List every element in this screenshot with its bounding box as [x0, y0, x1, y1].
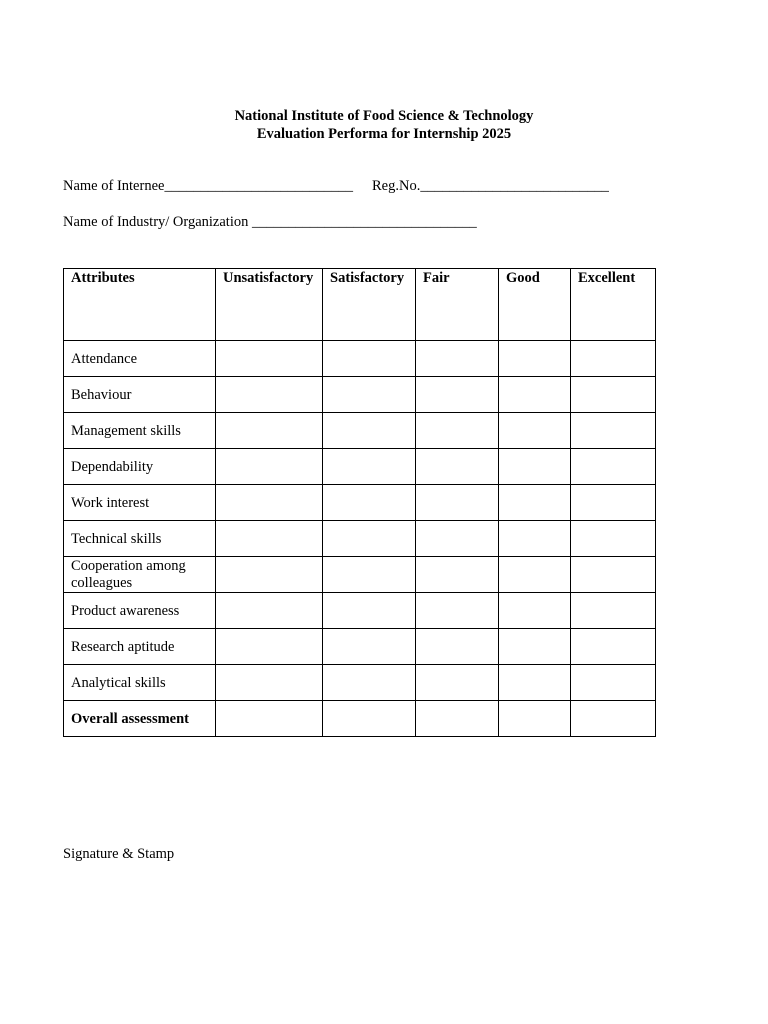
rating-cell[interactable] — [571, 665, 656, 701]
rating-cell[interactable] — [323, 341, 416, 377]
rating-cell[interactable] — [499, 521, 571, 557]
rating-cell[interactable] — [499, 485, 571, 521]
attribute-technical-skills: Technical skills — [64, 521, 216, 557]
signature-stamp-label: Signature & Stamp — [63, 846, 175, 862]
rating-cell[interactable] — [499, 629, 571, 665]
rating-cell[interactable] — [216, 593, 323, 629]
table-row — [64, 377, 656, 413]
rating-cell[interactable] — [571, 485, 656, 521]
rating-cell[interactable] — [571, 377, 656, 413]
table-row — [64, 557, 656, 593]
table-row — [64, 665, 656, 701]
rating-cell[interactable] — [571, 521, 656, 557]
rating-cell[interactable] — [499, 413, 571, 449]
table-row — [64, 629, 656, 665]
rating-cell[interactable] — [216, 665, 323, 701]
rating-cell[interactable] — [323, 665, 416, 701]
rating-cell[interactable] — [216, 629, 323, 665]
form-title: Evaluation Performa for Internship 2025 — [256, 126, 512, 142]
table-row — [64, 485, 656, 521]
rating-cell[interactable] — [216, 485, 323, 521]
rating-cell[interactable] — [416, 521, 499, 557]
rating-cell[interactable] — [571, 341, 656, 377]
attribute-research-aptitude: Research aptitude — [64, 629, 216, 665]
rating-cell[interactable] — [499, 665, 571, 701]
rating-cell[interactable] — [216, 377, 323, 413]
table-row — [64, 449, 656, 485]
attribute-work-interest: Work interest — [64, 485, 216, 521]
rating-cell[interactable] — [216, 341, 323, 377]
rating-cell[interactable] — [416, 701, 499, 737]
header-unsatisfactory: Unsatisfactory — [216, 269, 323, 341]
table-row — [64, 521, 656, 557]
rating-cell[interactable] — [416, 629, 499, 665]
rating-cell[interactable] — [499, 557, 571, 593]
header-attributes: Attributes — [64, 269, 216, 341]
rating-cell[interactable] — [216, 521, 323, 557]
attribute-dependability: Dependability — [64, 449, 216, 485]
attribute-product-awareness: Product awareness — [64, 593, 216, 629]
attribute-analytical-skills: Analytical skills — [64, 665, 216, 701]
rating-cell[interactable] — [571, 629, 656, 665]
table-row — [64, 341, 656, 377]
attribute-cooperation: Cooperation among colleagues — [64, 557, 216, 593]
attribute-attendance: Attendance — [64, 341, 216, 377]
rating-cell[interactable] — [416, 593, 499, 629]
rating-cell[interactable] — [571, 701, 656, 737]
rating-cell[interactable] — [323, 521, 416, 557]
rating-cell[interactable] — [499, 341, 571, 377]
evaluation-table — [63, 268, 656, 737]
rating-cell[interactable] — [323, 593, 416, 629]
rating-cell[interactable] — [571, 449, 656, 485]
rating-cell[interactable] — [499, 377, 571, 413]
rating-cell[interactable] — [416, 449, 499, 485]
attribute-management-skills: Management skills — [64, 413, 216, 449]
attribute-overall-assessment: Overall assessment — [64, 701, 216, 737]
rating-cell[interactable] — [499, 593, 571, 629]
institute-title: National Institute of Food Science & Technology — [234, 108, 534, 124]
table-row — [64, 593, 656, 629]
industry-organization-field[interactable]: Name of Industry/ Organization _______________________________ — [63, 214, 477, 230]
table-row — [64, 701, 656, 737]
rating-cell[interactable] — [416, 341, 499, 377]
rating-cell[interactable] — [571, 557, 656, 593]
rating-cell[interactable] — [323, 485, 416, 521]
rating-cell[interactable] — [416, 665, 499, 701]
rating-cell[interactable] — [216, 701, 323, 737]
internee-name-field[interactable]: Name of Internee__________________________ — [63, 178, 353, 194]
rating-cell[interactable] — [499, 701, 571, 737]
rating-cell[interactable] — [323, 449, 416, 485]
rating-cell[interactable] — [416, 377, 499, 413]
header-good: Good — [499, 269, 571, 341]
rating-cell[interactable] — [323, 629, 416, 665]
attribute-behaviour: Behaviour — [64, 377, 216, 413]
rating-cell[interactable] — [323, 701, 416, 737]
rating-cell[interactable] — [416, 485, 499, 521]
header-satisfactory: Satisfactory — [323, 269, 416, 341]
reg-no-field[interactable]: Reg.No.__________________________ — [372, 178, 609, 194]
rating-cell[interactable] — [571, 413, 656, 449]
rating-cell[interactable] — [416, 413, 499, 449]
rating-cell[interactable] — [416, 557, 499, 593]
rating-cell[interactable] — [323, 413, 416, 449]
rating-cell[interactable] — [216, 557, 323, 593]
header-fair: Fair — [416, 269, 499, 341]
rating-cell[interactable] — [499, 449, 571, 485]
rating-cell[interactable] — [323, 377, 416, 413]
header-excellent: Excellent — [571, 269, 656, 341]
rating-cell[interactable] — [216, 413, 323, 449]
rating-cell[interactable] — [323, 557, 416, 593]
rating-cell[interactable] — [216, 449, 323, 485]
table-row — [64, 413, 656, 449]
rating-cell[interactable] — [571, 593, 656, 629]
